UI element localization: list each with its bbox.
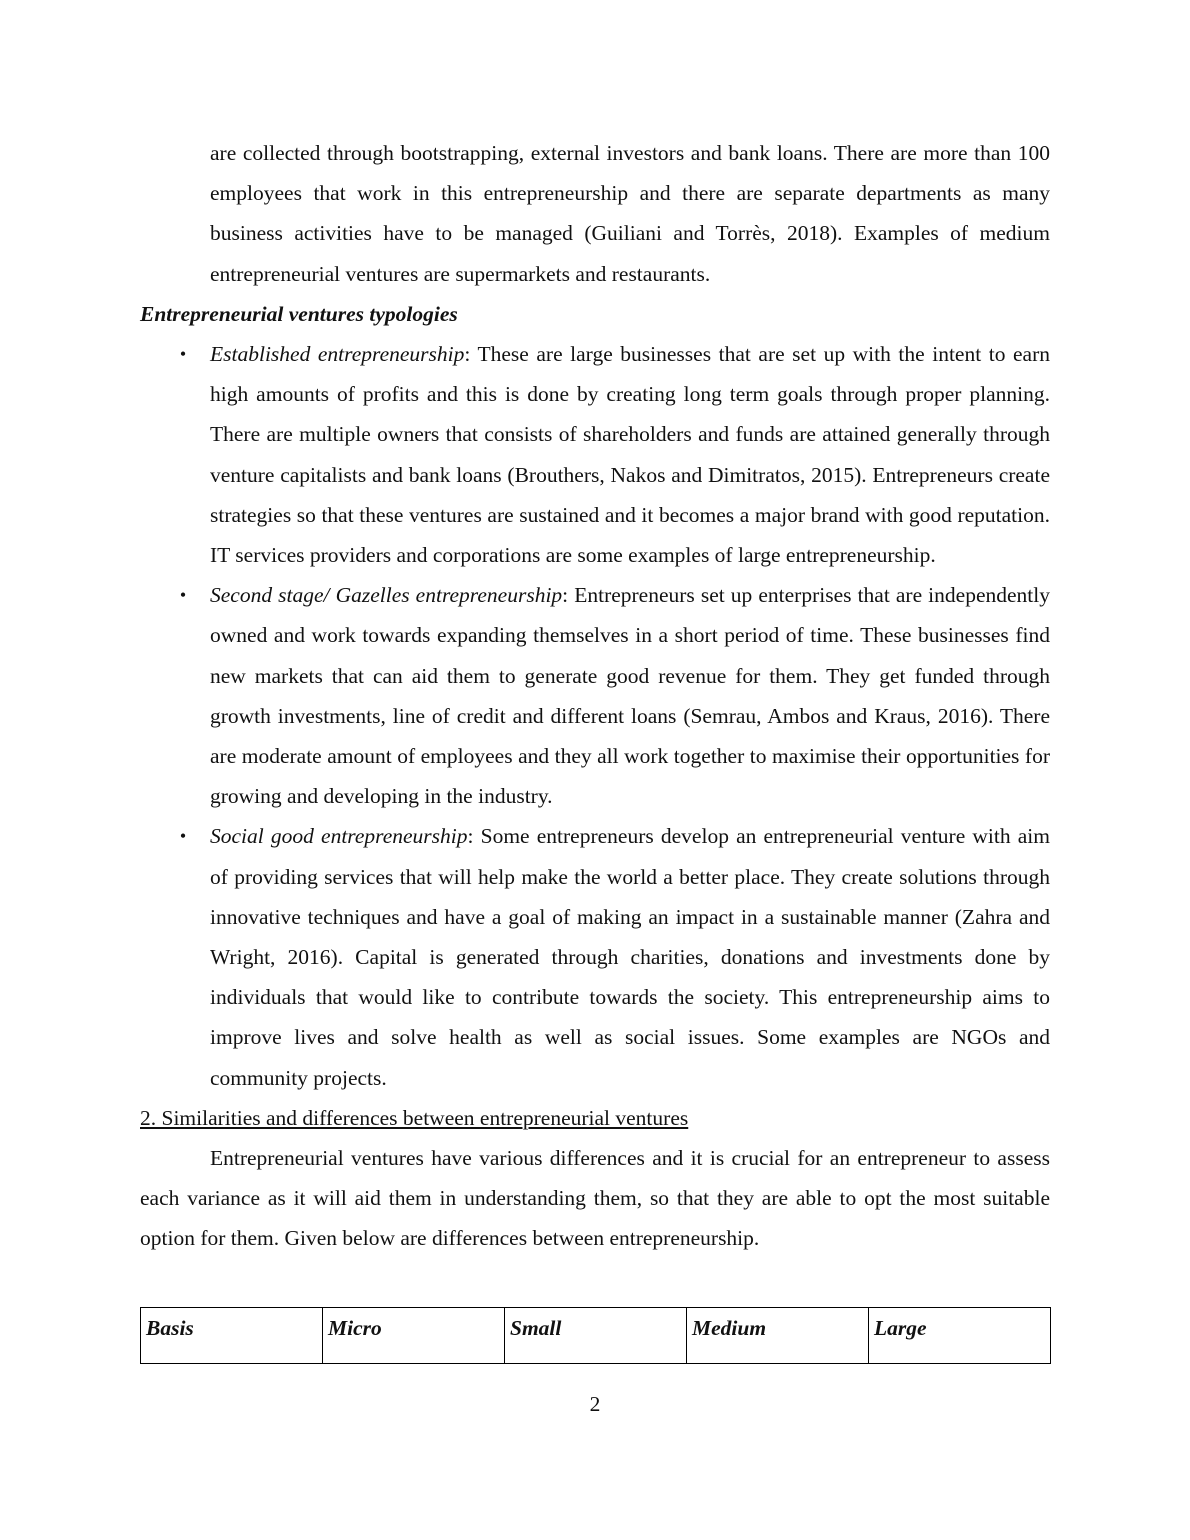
typology-description: : These are large businesses that are set up with the intent to earn high amounts of profits and this is done by creating long term goals through proper planning. There are multiple owners that consists of shareholders and funds are attained generally through venture capitalists and bank loans (Brouthers, Nakos and Dimitratos, 2015). Entrepreneurs create strategies so that these ventures are sustained and it becomes a major brand with good reputation. IT services providers and corporations are some examples of large entrepreneurship. <box>210 342 1051 568</box>
page-number: 2 <box>589 1392 601 1416</box>
page-content <box>140 133 1050 1259</box>
table-header-cell: Basis <box>141 1308 323 1364</box>
section-2-paragraph: Entrepreneurial ventures have various differences and it is crucial for an entrepreneur to assess each variance as it will aid them in understanding them, so that they are able to opt the most suitable option for them. Given below are differences between entrepreneurship. <box>140 1146 1050 1251</box>
typology-description: : Entrepreneurs set up enterprises that are independently owned and work towards expanding themselves in a short period of time. These businesses find new markets that can aid them to generate good revenue for them. They get funded through growth investments, line of credit and different loans (Semrau, Ambos and Kraus, 2016). There are moderate amount of employees and they all work together to maximise their opportunities for growing and developing in the industry. <box>210 583 1050 809</box>
typology-description: : Some entrepreneurs develop an entrepreneurial venture with aim of providing services that will help make the world a better place. They create solutions through innovative techniques and have a goal of making an impact in a sustainable manner (Zahra and Wright, 2016). Capital is generated through charities, donations and investments done by individuals that would like to contribute towards the society. This entrepreneurship aims to improve lives and solve health as well as social issues. Some examples are NGOs and community projects. <box>210 824 1050 1090</box>
bullet-icon: • <box>179 826 187 847</box>
table-header-cell: Small <box>505 1308 687 1364</box>
list-item <box>140 334 1050 575</box>
typology-term: Social good entrepreneurship <box>210 824 468 849</box>
typology-term: Second stage/ Gazelles entrepreneurship <box>210 583 563 608</box>
bullet-icon: • <box>179 344 187 365</box>
list-item <box>140 575 1050 816</box>
table-header-row <box>141 1308 1051 1364</box>
typologies-list <box>140 334 1050 1098</box>
table-header-cell: Micro <box>323 1308 505 1364</box>
bullet-icon: • <box>179 585 187 606</box>
intro-paragraph: are collected through bootstrapping, external investors and bank loans. There are more than 100 employees that work in this entrepreneurship and there are separate departments as many business activities have to be managed (Guiliani and Torrès, 2018). Examples of medium entrepreneurial ventures are supermarkets and restaurants. <box>210 141 1050 286</box>
section-2-heading: 2. Similarities and differences between entrepreneurial ventures <box>140 1105 689 1130</box>
typologies-heading: Entrepreneurial ventures typologies <box>140 301 458 326</box>
list-item <box>140 816 1050 1097</box>
table-header-cell: Large <box>869 1308 1051 1364</box>
table-header-cell: Medium <box>687 1308 869 1364</box>
differences-table <box>140 1307 1051 1364</box>
typology-term: Established entrepreneurship <box>210 342 465 367</box>
